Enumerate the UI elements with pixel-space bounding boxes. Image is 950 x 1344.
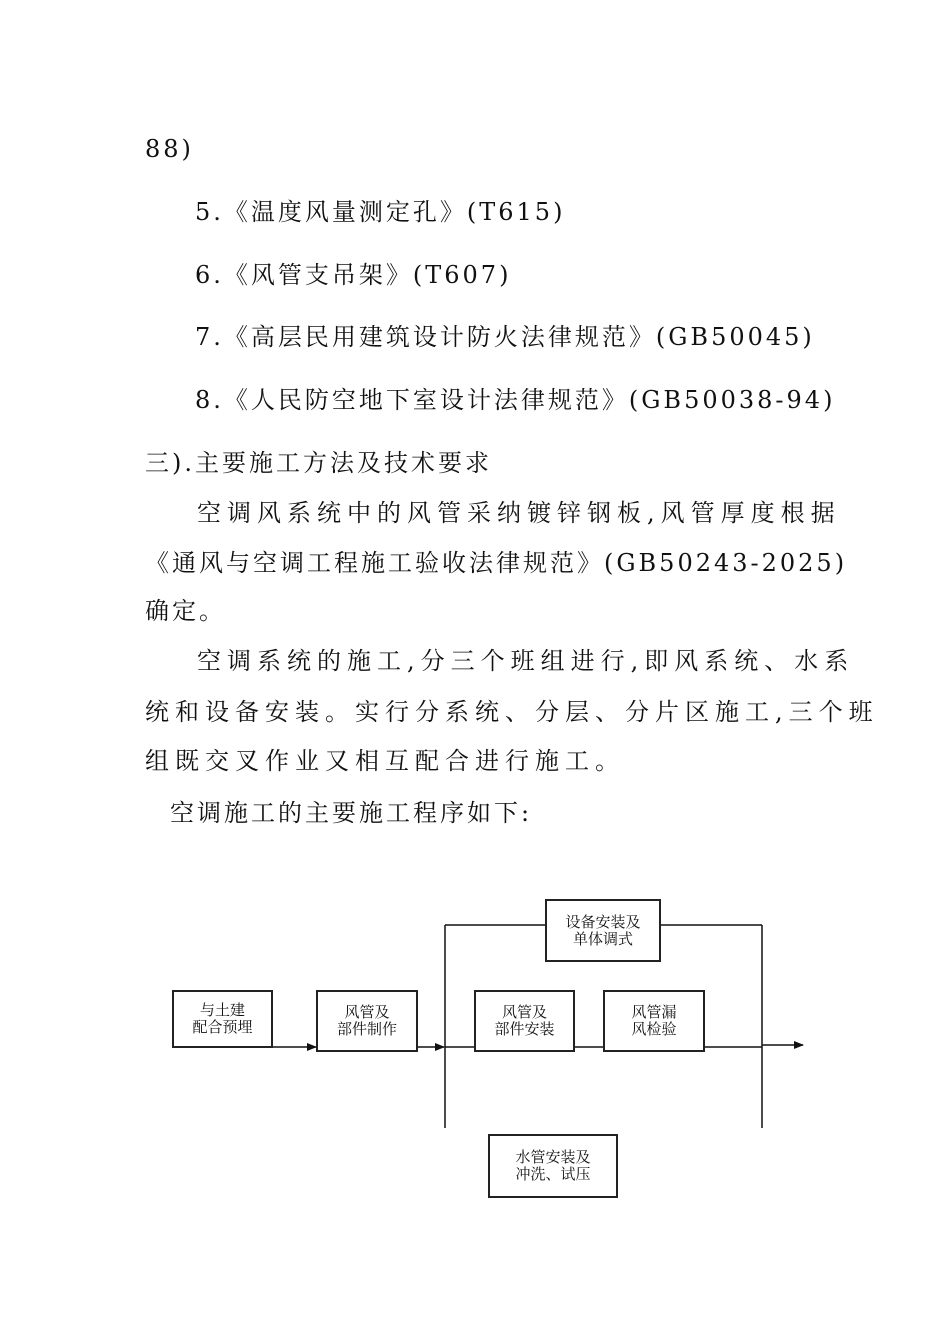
reference-item-5: 5.《温度风量测定孔》(T615) [195, 198, 566, 226]
paragraph1-line3: 确定。 [145, 597, 226, 625]
paragraph1-line2: 《通风与空调工程施工验收法律规范》(GB50243-2025) [145, 549, 848, 577]
flow-box-duct-install-line2: 部件安装 [494, 1020, 555, 1038]
paragraph1-line1: 空调风系统中的风管采纳镀锌钢板,风管厚度根据 [197, 499, 841, 527]
section-heading: 三).主要施工方法及技术要求 [145, 449, 492, 477]
paragraph2-line3: 组既交叉作业又相互配合进行施工。 [145, 747, 625, 775]
flow-intro-text: 空调施工的主要施工程序如下: [170, 799, 533, 827]
flow-box-duct-leak-test [603, 990, 705, 1052]
flow-box-duct-install [474, 990, 575, 1052]
flow-box-coordinate-line1: 与土建 [199, 1001, 245, 1019]
flow-box-duct-leak-line2: 风检验 [631, 1020, 677, 1038]
paragraph2-line2: 统和设备安装。实行分系统、分层、分片区施工,三个班 [145, 698, 879, 726]
flow-box-equipment [545, 899, 661, 962]
flow-box-coordinate [172, 990, 273, 1048]
flow-box-duct-make-line2: 部件制作 [336, 1020, 397, 1038]
flow-box-water-pipe [488, 1134, 618, 1198]
flow-box-equipment-line1: 设备安装及 [565, 912, 641, 931]
flow-box-duct-make [316, 990, 418, 1052]
flow-box-duct-leak-line1: 风管漏 [631, 1003, 677, 1021]
reference-item-7: 7.《高层民用建筑设计防火法律规范》(GB50045) [195, 323, 815, 351]
flow-box-coordinate-line2: 配合预埋 [192, 1018, 253, 1036]
flow-box-duct-make-line1: 风管及 [344, 1003, 390, 1021]
continuation-text: 88) [145, 135, 194, 163]
paragraph2-line1: 空调系统的施工,分三个班组进行,即风系统、水系 [197, 647, 855, 675]
flow-box-water-pipe-line1: 水管安装及 [515, 1148, 591, 1166]
flow-box-duct-install-line1: 风管及 [501, 1003, 547, 1021]
reference-item-6: 6.《风管支吊架》(T607) [195, 261, 512, 289]
flow-box-water-pipe-line2: 冲洗、试压 [515, 1165, 591, 1183]
reference-item-8: 8.《人民防空地下室设计法律规范》(GB50038-94) [195, 386, 836, 414]
flow-box-equipment-line2: 单体调式 [572, 929, 633, 948]
